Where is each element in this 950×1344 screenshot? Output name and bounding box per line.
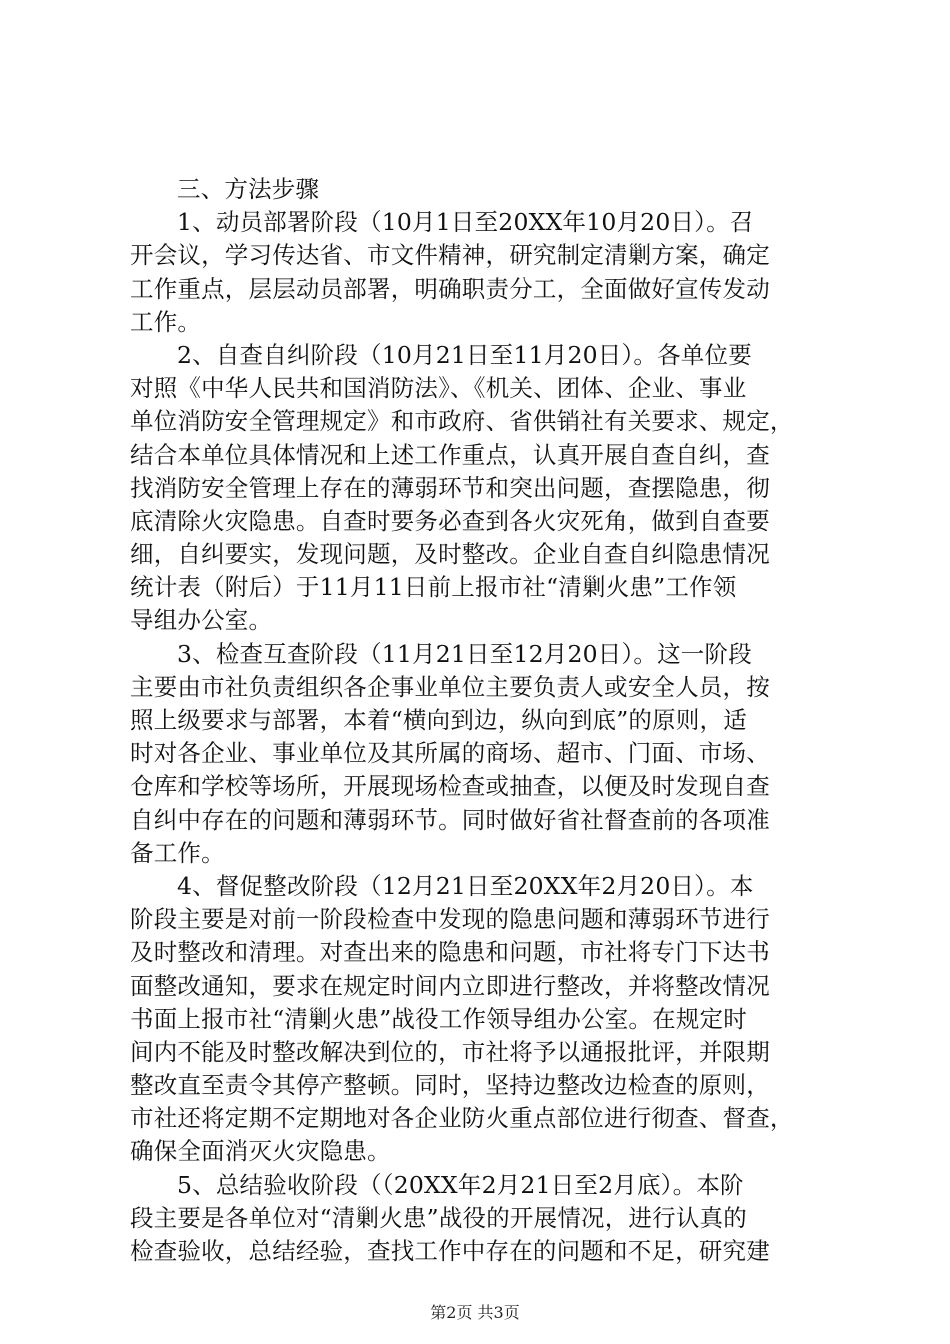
paragraph-line: 间内不能及时整改解决到位的，市社将予以通报批评，并限期	[130, 1037, 770, 1066]
paragraph-line: 1、动员部署阶段（10月1日至20XX年10月20日）。召	[177, 208, 754, 237]
section-heading: 三、方法步骤	[177, 175, 320, 203]
paragraph-line: 整改直至责令其停产整顿。同时，坚持边整改边检查的原则，	[130, 1071, 770, 1100]
paragraph-line: 对照《中华人民共和国消防法》、《机关、团体、企业、事业	[130, 374, 747, 403]
paragraph-line: 书面上报市社“清剿火患”战役工作领导组办公室。在规定时	[130, 1004, 747, 1033]
body-paragraph	[130, 206, 830, 339]
paragraph-line: 检查验收，总结经验，查找工作中存在的问题和不足，研究建	[130, 1237, 770, 1265]
paragraph-line: 导组办公室。	[130, 606, 273, 635]
paragraph-line: 细，自纠要实，发现问题，及时整改。企业自查自纠隐患情况	[130, 540, 770, 569]
paragraph-line: 4、督促整改阶段（12月21日至20XX年2月20日）。本	[177, 871, 754, 900]
paragraph-line: 时对各企业、事业单位及其所属的商场、超市、门面、市场、	[130, 739, 770, 768]
paragraph-line: 5、总结验收阶段（（20XX年2月21日至2月底）。本阶	[177, 1170, 744, 1199]
paragraph-line: 2、自查自纠阶段（10月21日至11月20日）。各单位要	[177, 340, 752, 369]
paragraph-line: 备工作。	[130, 838, 225, 867]
document-body	[130, 173, 830, 1268]
paragraph-line: 阶段主要是对前一阶段检查中发现的隐患问题和薄弱环节进行	[130, 905, 770, 934]
paragraph-line: 结合本单位具体情况和上述工作重点，认真开展自查自纠，查	[130, 440, 770, 469]
paragraph-line: 找消防安全管理上存在的薄弱环节和突出问题，查摆隐患，彻	[130, 473, 770, 502]
paragraph-line: 开会议，学习传达省、市文件精神，研究制定清剿方案，确定	[130, 241, 770, 270]
paragraph-line: 工作重点，层层动员部署，明确职责分工，全面做好宣传发动	[130, 274, 770, 303]
paragraph-line: 市社还将定期不定期地对各企业防火重点部位进行彻查、督查，	[130, 1104, 794, 1133]
paragraph-line: 仓库和学校等场所，开展现场检查或抽查，以便及时发现自查	[130, 772, 770, 801]
paragraph-line: 统计表（附后）于11月11日前上报市社“清剿火患”工作领	[130, 573, 737, 602]
paragraph-line: 工作。	[130, 307, 202, 336]
paragraph-line: 确保全面消灭火灾隐患。	[130, 1137, 391, 1166]
page-footer: 第2页 共3页	[430, 1303, 520, 1322]
paragraph-line: 及时整改和清理。对查出来的隐患和问题，市社将专门下达书	[130, 938, 770, 967]
body-paragraph	[130, 339, 830, 638]
paragraph-line: 段主要是各单位对“清剿火患”战役的开展情况，进行认真的	[130, 1203, 747, 1232]
body-paragraph	[130, 1169, 830, 1269]
paragraph-line: 底清除火灾隐患。自查时要务必查到各火灾死角，做到自查要	[130, 506, 770, 535]
paragraph-line: 照上级要求与部署，本着“横向到边，纵向到底”的原则，适	[130, 706, 747, 734]
paragraph-line: 主要由市社负责组织各企事业单位主要负责人或安全人员，按	[130, 672, 770, 701]
paragraph-line: 面整改通知，要求在规定时间内立即进行整改，并将整改情况	[130, 971, 770, 1000]
paragraph-line: 自纠中存在的问题和薄弱环节。同时做好省社督查前的各项准	[130, 805, 770, 834]
paragraph-line: 3、检查互查阶段（11月21日至12月20日）。这一阶段	[177, 639, 752, 668]
paragraph-line: 单位消防安全管理规定》和市政府、省供销社有关要求、规定，	[130, 407, 794, 436]
paragraph-list	[130, 206, 830, 1268]
body-paragraph	[130, 638, 830, 870]
body-paragraph	[130, 870, 830, 1169]
